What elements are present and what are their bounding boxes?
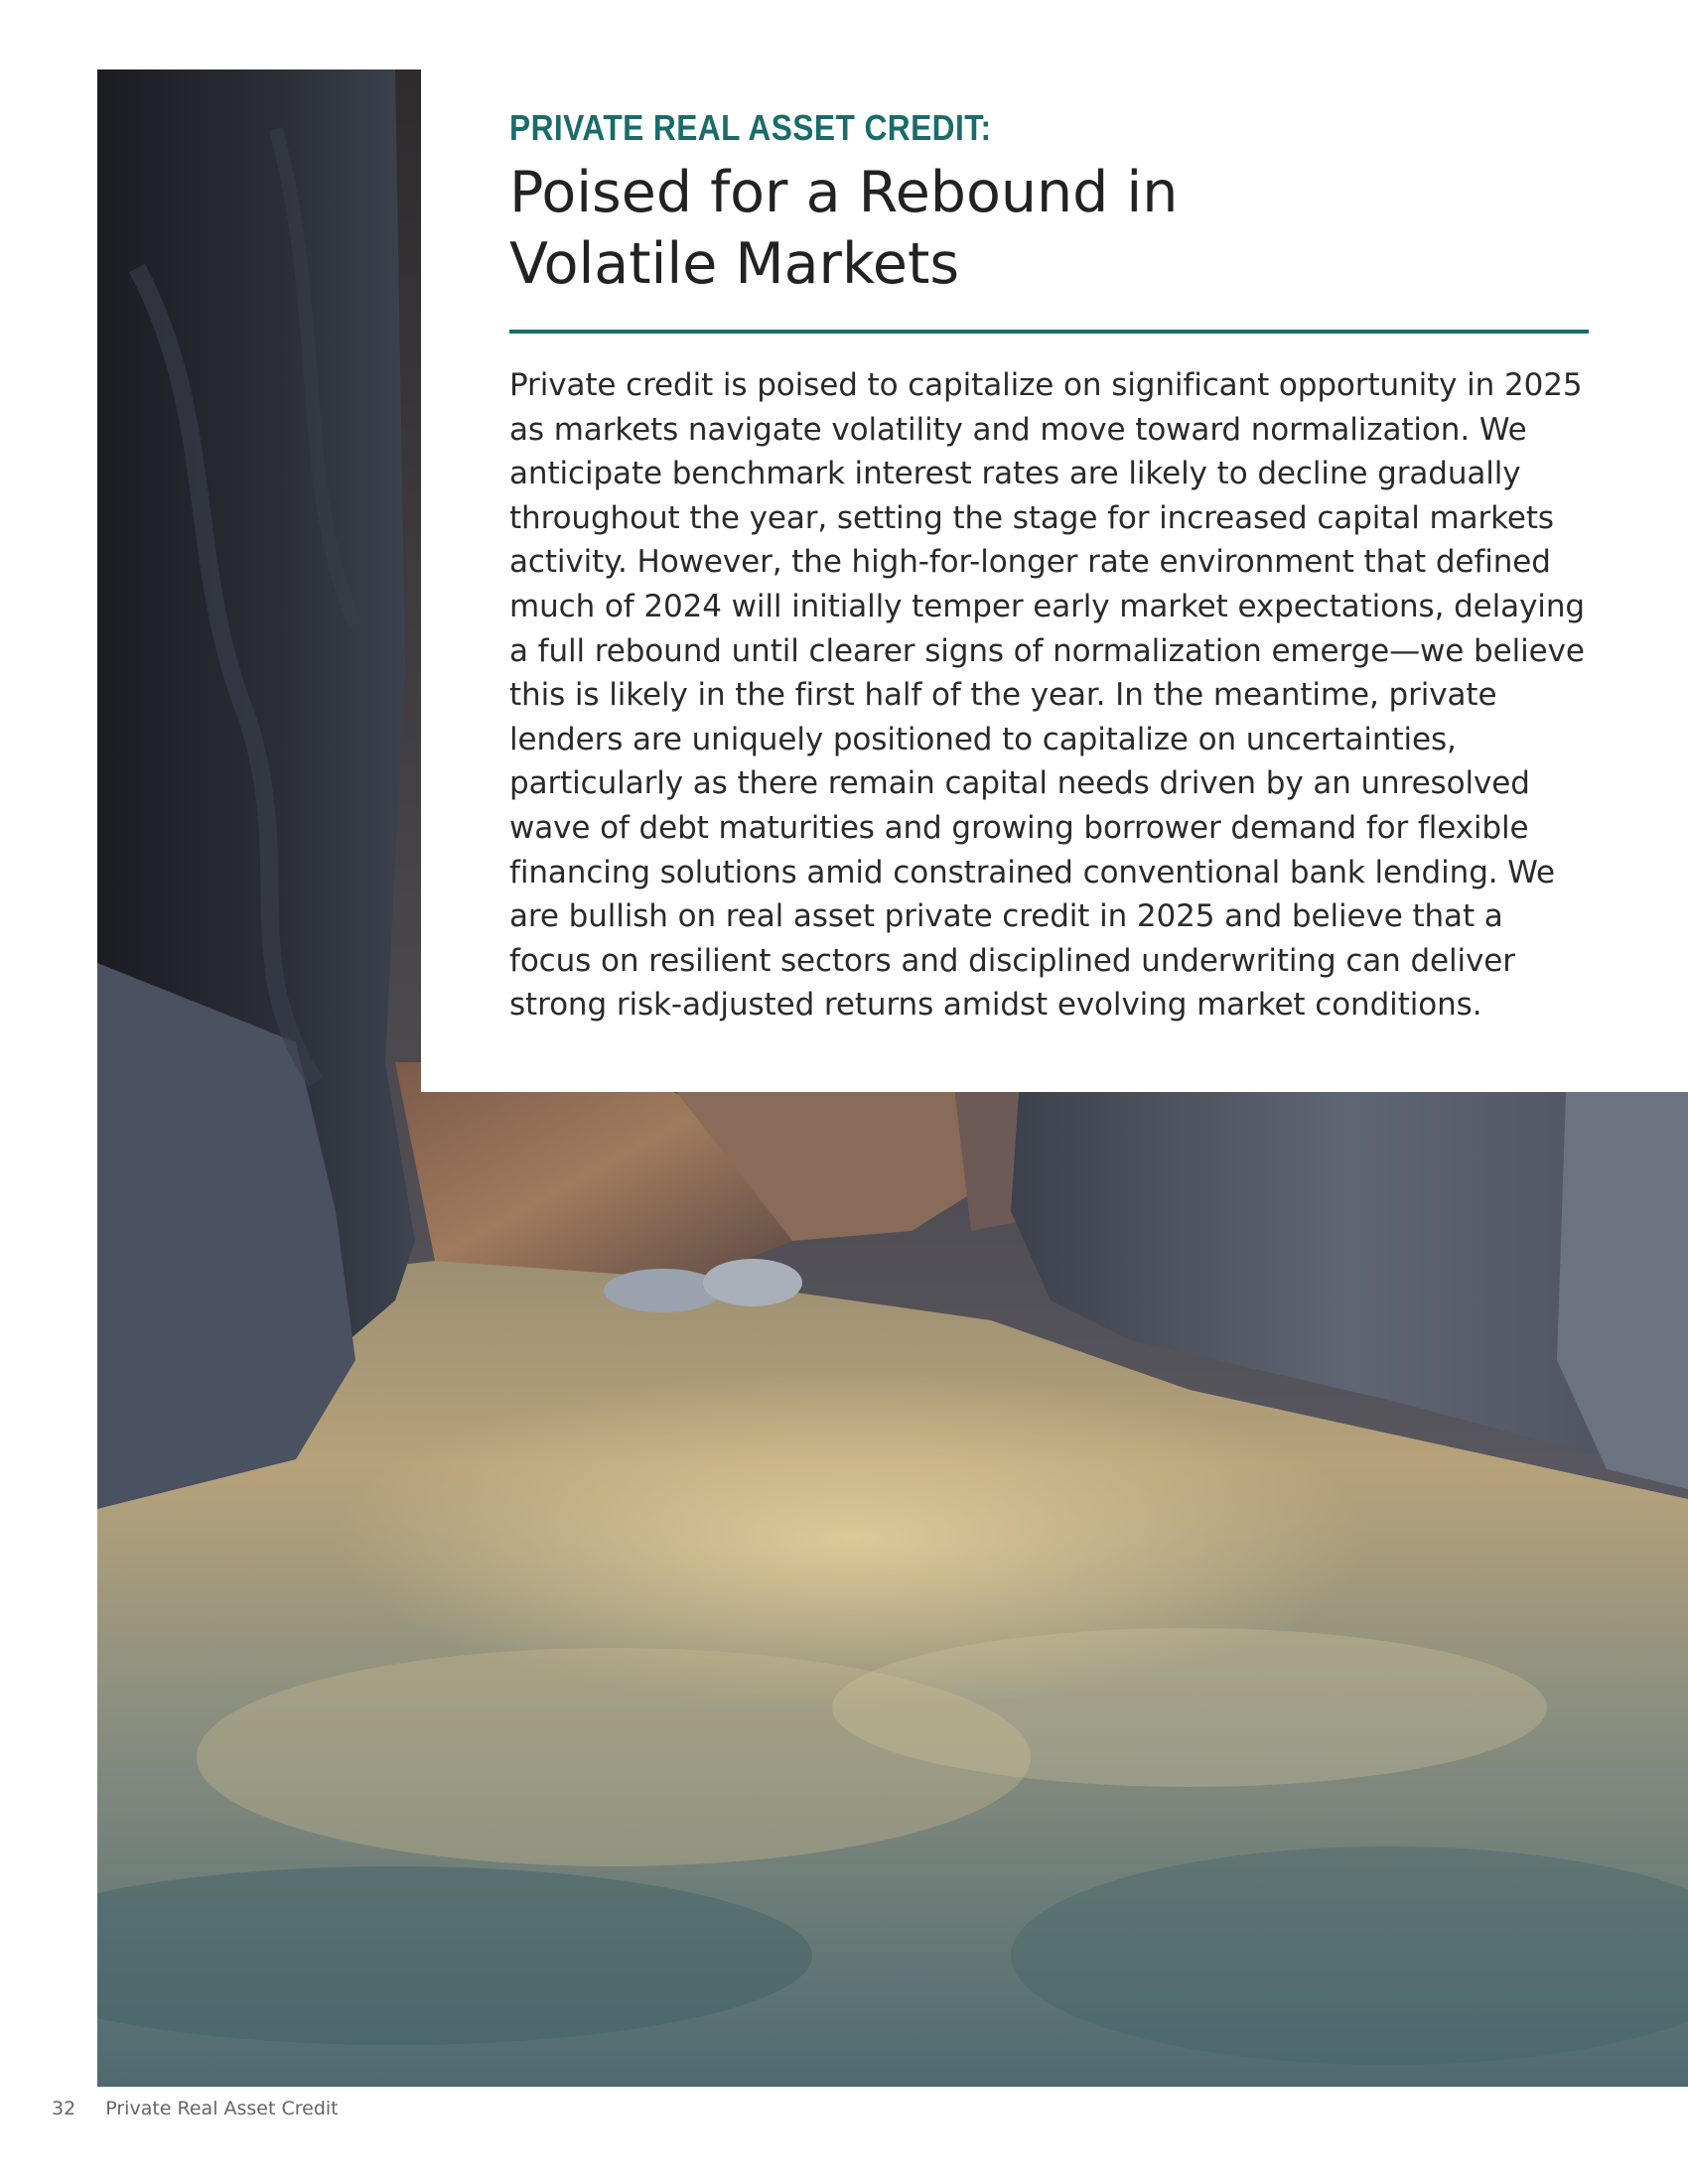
- page-title: Poised for a Rebound in Volatile Markets: [509, 160, 1179, 297]
- section-kicker: PRIVATE REAL ASSET CREDIT:: [509, 107, 992, 148]
- page-number: 32: [52, 2098, 76, 2119]
- body-paragraph: Private credit is poised to capitalize on significant opportunity in 2025 as markets navigate volatility and move toward normalization. We anticipate benchmark interest rates are likely to decline gradually throughout the year, setting the stage for increased capital markets activity. However, the high-for-longer rate environment that defined much of 2024 will initially temper early market expectations, delaying a full rebound until clearer signs of normalization emerge—we believe this is likely in the first half of the year. In the meantime, private lenders are uniquely positioned to capitalize on uncertainties, particularly as there remain capital needs driven by an unresolved wave of debt maturities and growing borrower demand for flexible financing solutions amid constrained conventional bank lending. We are bullish on real asset private credit in 2025 and believe that a focus on resilient sectors and disciplined underwriting can deliver strong risk-adjusted returns amidst evolving market conditions.: [509, 367, 1585, 1024]
- page-footer: [52, 2098, 339, 2119]
- footer-section-title: Private Real Asset Credit: [105, 2098, 339, 2119]
- title-divider: [509, 330, 1589, 334]
